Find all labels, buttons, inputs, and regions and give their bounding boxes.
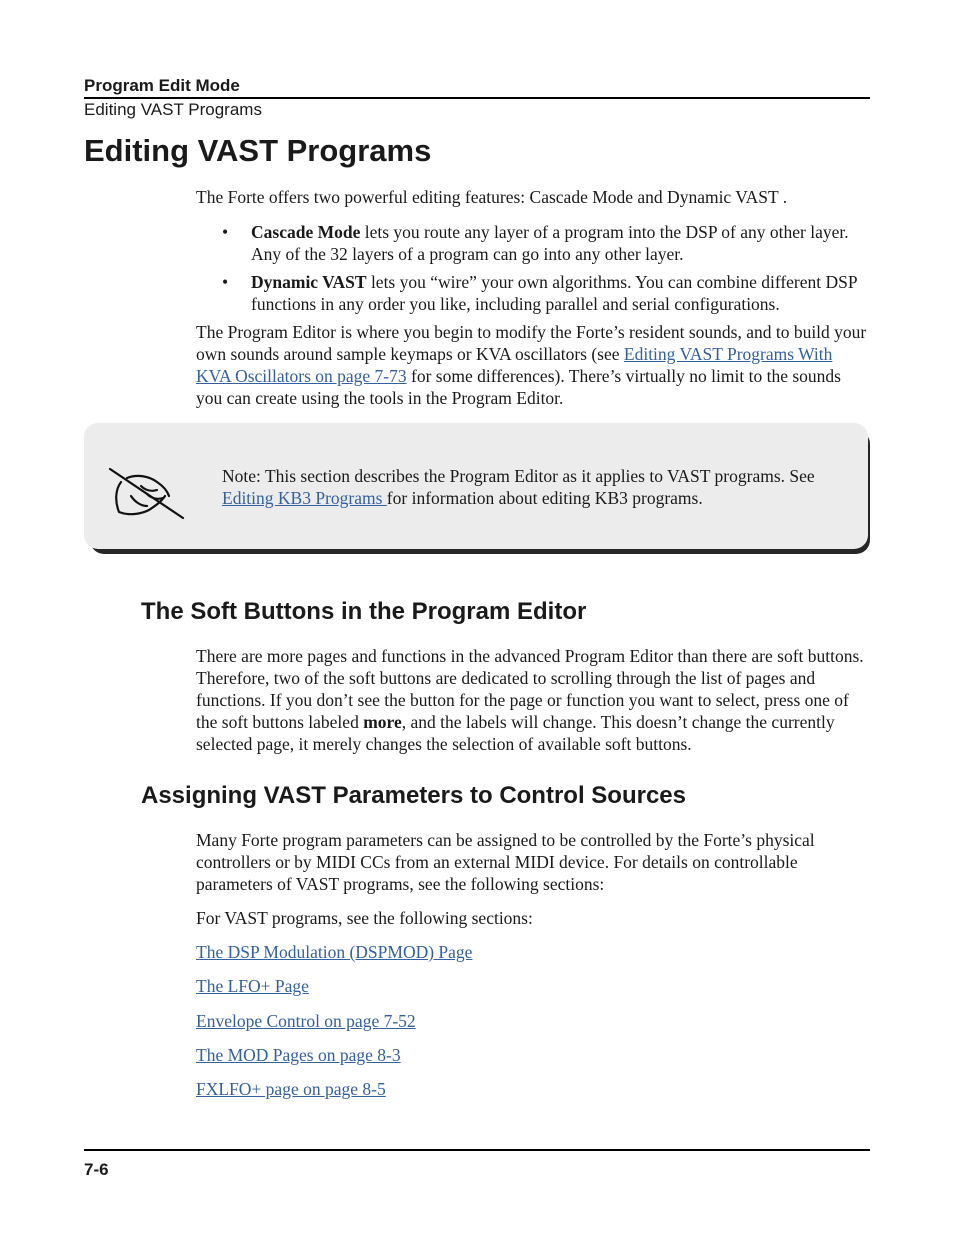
list-item <box>222 221 872 265</box>
list-item-text: lets you “wire” your own algorithms. You can combine different DSP functions in any order you like, including parallel and serial configurations. <box>251 272 857 314</box>
mod-pages-link[interactable]: The MOD Pages on page 8-3 <box>196 1045 401 1065</box>
link-item[interactable] <box>196 975 309 997</box>
list-item-term: Cascade Mode <box>251 222 361 242</box>
vast-sections-intro: For VAST programs, see the following sections: <box>196 908 533 928</box>
link-item[interactable] <box>196 941 472 963</box>
fxlfo-page-link[interactable]: FXLFO+ page on page 8-5 <box>196 1079 386 1099</box>
footer-rule <box>84 1149 870 1151</box>
dspmod-page-link[interactable]: The DSP Modulation (DSPMOD) Page <box>196 942 473 962</box>
note-text-end: for information about editing KB3 programs. <box>386 488 703 508</box>
list-item-term: Dynamic VAST <box>251 272 367 292</box>
soft-buttons-text-end: , and the labels will change. This doesn’t change the currently selected page, it merely changes the selection of available soft buttons. <box>196 712 835 754</box>
link-item[interactable] <box>196 1010 416 1032</box>
kva-oscillators-link[interactable]: Editing VAST Programs With KVA Oscillators on page 7-73 <box>196 344 833 386</box>
soft-buttons-paragraph <box>196 645 870 755</box>
editor-paragraph-text-end: for some differences). There’s virtually no limit to the sounds you can create using the tools in the Program Editor. <box>196 366 841 408</box>
link-item[interactable] <box>196 1044 401 1066</box>
page-title: Editing VAST Programs <box>84 133 432 168</box>
kb3-programs-link[interactable]: Editing KB3 Programs <box>222 488 387 508</box>
page-number: 7-6 <box>84 1160 109 1179</box>
envelope-control-link[interactable]: Envelope Control on page 7-52 <box>196 1011 416 1031</box>
running-header-section: Editing VAST Programs <box>84 100 262 119</box>
assigning-heading: Assigning VAST Parameters to Control Sources <box>141 782 687 809</box>
more-label: more <box>363 712 402 732</box>
editor-paragraph <box>196 321 870 409</box>
link-item[interactable] <box>196 1078 386 1100</box>
list-item <box>222 271 872 315</box>
running-header-chapter: Program Edit Mode <box>84 76 240 95</box>
writing-hand-icon <box>107 466 187 522</box>
assigning-paragraph: Many Forte program parameters can be assigned to be controlled by the Forte’s physical controllers or by MIDI CCs from an external MIDI device. For details on controllable parameters of VAST programs, see the following sections: <box>196 830 815 894</box>
header-rule <box>84 97 870 99</box>
soft-buttons-heading: The Soft Buttons in the Program Editor <box>141 598 587 625</box>
lfo-page-link[interactable]: The LFO+ Page <box>196 976 309 996</box>
note-text <box>222 465 852 509</box>
note-text-start: Note: This section describes the Program Editor as it applies to VAST programs. See <box>222 466 815 486</box>
editor-paragraph-text: The Program Editor is where you begin to modify the Forte’s resident sounds, and to build your own sounds around sample keymaps or KVA oscillators (see <box>196 322 867 364</box>
soft-buttons-text: There are more pages and functions in the advanced Program Editor than there are soft buttons. Therefore, two of the soft buttons are dedicated to scrolling through the list of pages and functions. If you don’t see the button for the page or function you want to select, press one of the soft buttons labeled <box>196 646 864 732</box>
intro-paragraph: The Forte offers two powerful editing features: Cascade Mode and Dynamic VAST . <box>196 187 788 207</box>
feature-list <box>222 221 872 321</box>
list-item-text: lets you route any layer of a program into the DSP of any other layer. Any of the 32 layers of a program can go into any other layer. <box>251 222 849 264</box>
